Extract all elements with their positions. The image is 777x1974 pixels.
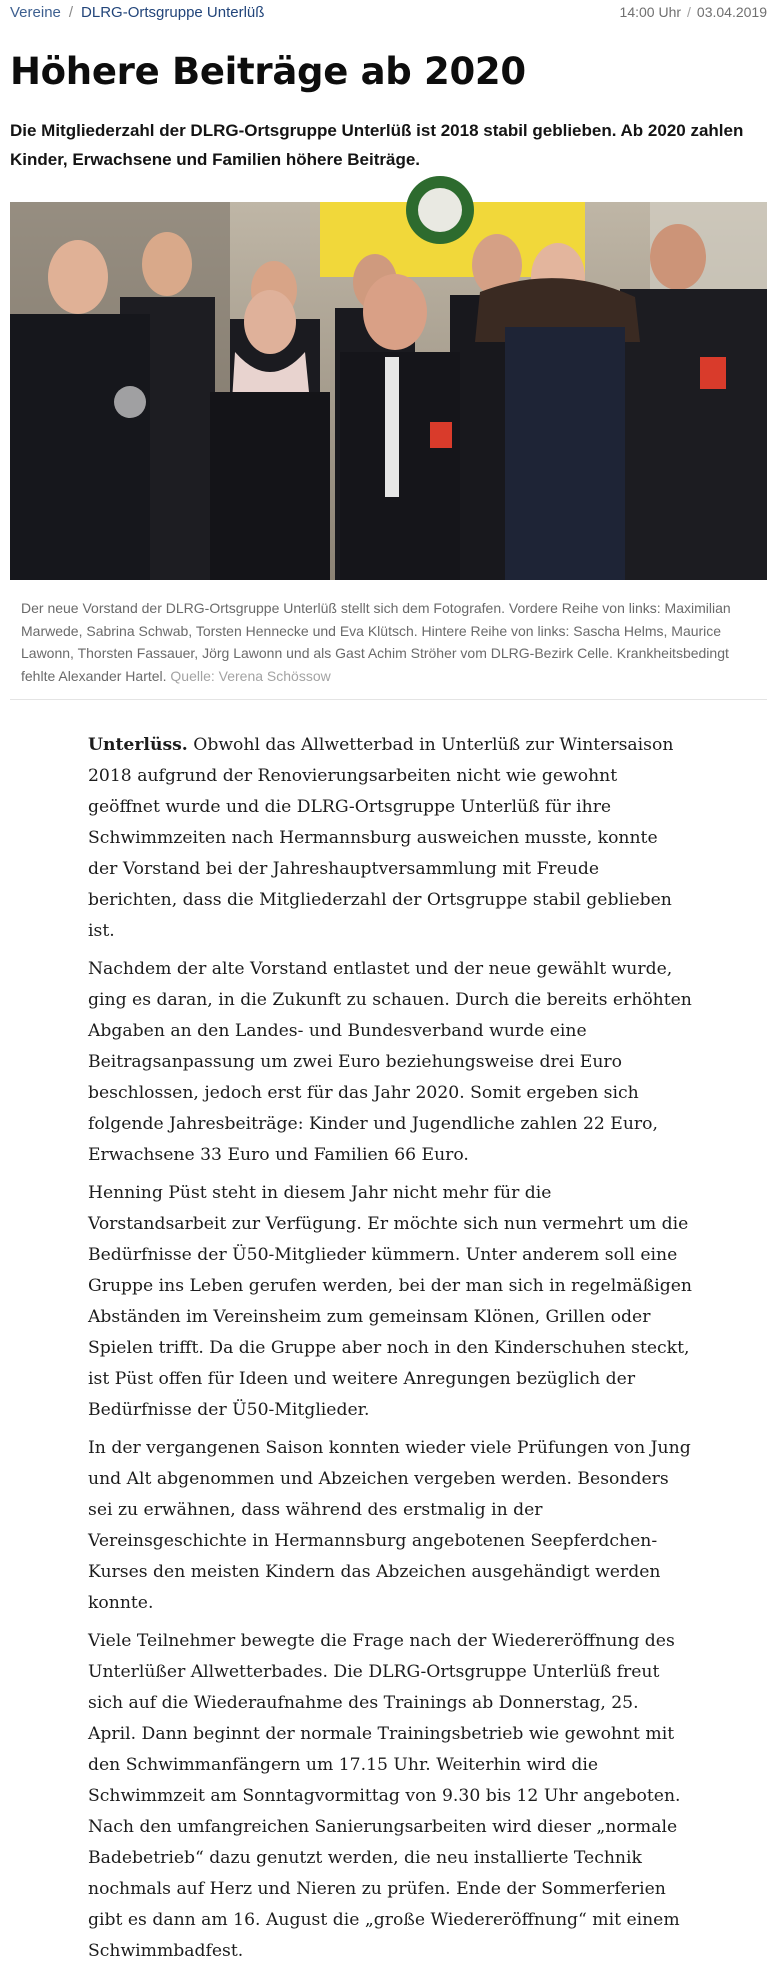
dlrg-emblem xyxy=(430,422,452,448)
paragraph-text: Obwohl das Allwetterbad in Unterlüß zur Wintersaison 2018 aufgrund der Renovierungsarbeiten nicht wie gewohnt geöffnet wurde und die DLRG-Ortsgruppe Unterlüß für ihre Schwimmzeiten nach Hermannsburg ausweichen musste, konnte der Vorstand bei der Jahreshauptversammlung mit Freude berichten, dass die Mitgliederzahl der Ortsgruppe stabil geblieben ist. xyxy=(88,735,674,941)
article-headline: Höhere Beiträge ab 2020 xyxy=(10,50,526,93)
article-paragraph: In der vergangenen Saison konnten wieder viele Prüfungen von Jung und Alt abgenommen und Abzeichen vergeben werden. Besonders sei zu erwähnen, dass während des erstmalig in der Vereinsgeschichte in Hermannsburg angebotenen Seepferdchen-Kurses den meisten Kindern das Abzeichen ausgehändigt werden konnte. xyxy=(88,1438,691,1613)
publish-date: 03.04.2019 xyxy=(696,4,767,20)
photo-credit: Quelle: Verena Schössow xyxy=(170,667,331,684)
article-paragraph: Viele Teilnehmer bewegte die Frage nach der Wiedereröffnung des Unterlüßer Allwetterbades. Die DLRG-Ortsgruppe Unterlüß freut sich auf die Wiederaufnahme des Trainings ab Donnerstag, 25. April. Dann beginnt der normale Trainingsbetrieb wie gewohnt mit den Schwimmanfängern um 17.15 Uhr. Weiterhin wird die Schwimmzeit am Sonntagvormittag von 9.30 bis 12 Uhr angeboten. Nach den umfangreichen Sanierungsarbeiten wird dieser „normale Badebetrieb“ dazu genutzt werden, die neu installierte Technik nochmals auf Herz und Nieren zu prüfen. Ende der Sommerferien gibt es dann am 16. August die „große Wiedereröffnung“ mit einem Schwimmbadfest. xyxy=(88,1631,681,1961)
article-lead: Die Mitgliederzahl der DLRG-Ortsgruppe Unterlüß ist 2018 stabil geblieben. Ab 2020 zahlen Kinder, Erwachsene und Familien höhere Beiträge. xyxy=(10,121,744,169)
article-paragraph xyxy=(88,730,692,947)
top-bar xyxy=(10,4,767,26)
article-photo xyxy=(10,202,767,580)
meta-separator: / xyxy=(687,4,691,20)
dateline: Unterlüss. xyxy=(88,735,188,755)
divider xyxy=(10,699,767,700)
article-body xyxy=(88,730,692,1974)
article-paragraph: Nachdem der alte Vorstand entlastet und der neue gewählt wurde, ging es daran, in die Zukunft zu schauen. Durch die bereits erhöhten Abgaben an den Landes- und Bundesverband wurde eine Beitragsanpassung um zwei Euro beziehungsweise drei Euro beschlossen, jedoch erst für das Jahr 2020. Somit ergeben sich folgende Jahresbeiträge: Kinder und Jugendliche zahlen 22 Euro, Erwachsene 33 Euro und Familien 66 Euro. xyxy=(88,959,692,1165)
breadcrumb-link-vereine[interactable]: Vereine xyxy=(10,4,61,21)
photo-caption xyxy=(21,597,761,687)
caption-text: Der neue Vorstand der DLRG-Ortsgruppe Unterlüß stellt sich dem Fotografen. Vordere Reihe von links: Maximilian Marwede, Sabrina Schwab, Torsten Hennecke und Eva Klütsch. Hintere Reihe von links: Sascha Helms, Maurice Lawonn, Thorsten Fassauer, Jörg Lawonn und als Gast Achim Ströher vom DLRG-Bezirk Celle. Krankheitsbedingt fehlte Alexander Hartel. xyxy=(21,600,731,684)
breadcrumb-separator: / xyxy=(68,4,74,21)
breadcrumb xyxy=(10,4,264,21)
publish-time: 14:00 Uhr xyxy=(619,4,682,20)
group-photo-illustration xyxy=(10,202,767,580)
article-meta xyxy=(620,4,767,20)
article-paragraph: Henning Püst steht in diesem Jahr nicht mehr für die Vorstandsarbeit zur Verfügung. Er möchte sich nun vermehrt um die Bedürfnisse der Ü50-Mitglieder kümmern. Unter anderem soll eine Gruppe ins Leben gerufen werden, bei der man sich in regelmäßigen Abständen im Vereinsheim zum gemeinsam Klönen, Grillen oder Spielen trifft. Da die Gruppe aber noch in den Kinderschuhen steckt, ist Püst offen für Ideen und weitere Anregungen bezüglich der Bedürfnisse der Ü50-Mitglieder. xyxy=(88,1183,692,1420)
breadcrumb-link-ortsgruppe[interactable]: DLRG-Ortsgruppe Unterlüß xyxy=(81,4,265,21)
